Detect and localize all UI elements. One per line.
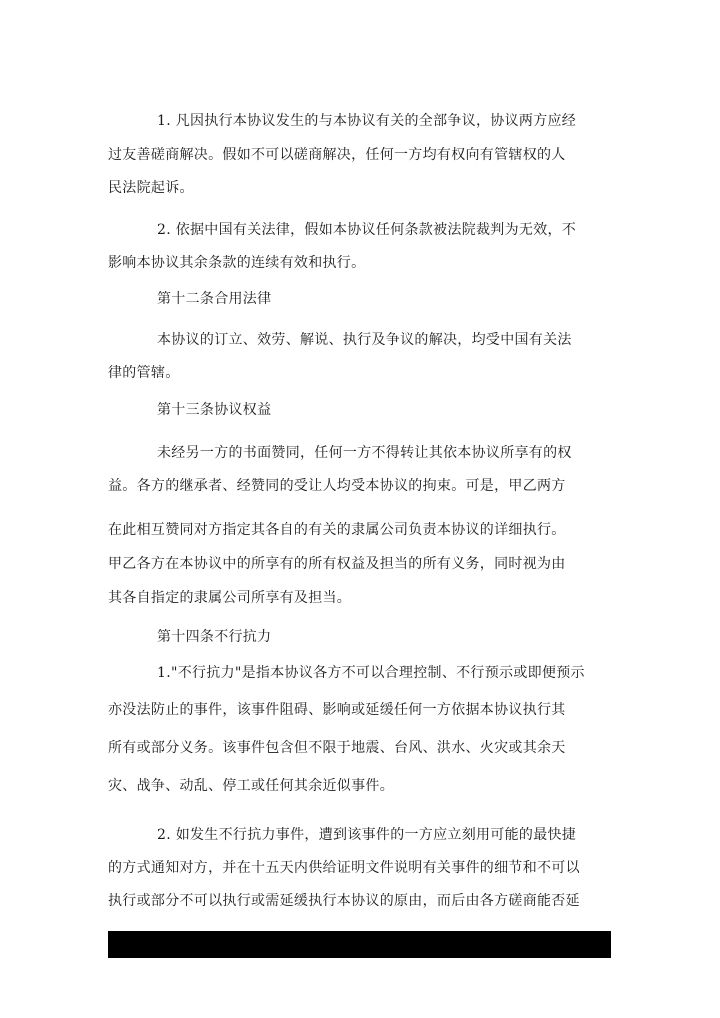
clause-14-2-line-1: 2. 如发生不行抗力事件，遭到该事件的一方应立刻用可能的最快捷 [157, 827, 577, 843]
article-12-heading: 第十二条合用法律 [157, 291, 272, 307]
article-13-line-1: 未经另一方的书面赞同，任何一方不得转让其依本协议所享有的权 [157, 445, 572, 461]
clause-14-1-line-4: 灾、战争、动乱、停工或任何其余近似事件。 [108, 778, 394, 794]
clause-11-2-line-2: 影响本协议其余条款的连续有效和执行。 [108, 255, 366, 271]
clause-11-2-line-1: 2. 依据中国有关法律，假如本协议任何条款被法院裁判为无效，不 [157, 222, 577, 238]
clause-14-2-line-3: 执行或部分不可以执行或需延缓执行本协议的原由，而后由各方磋商能否延 [108, 893, 580, 909]
clause-14-1-line-1: 1."不行抗力"是指本协议各方不可以合理控制、不行预示或即便预示 [157, 665, 585, 681]
clause-11-1-line-1: 1. 凡因执行本协议发生的与本协议有关的全部争议，协议两方应经 [157, 113, 577, 129]
clause-11-1-line-3: 民法院起诉。 [108, 180, 194, 196]
article-13-line-3: 在此相互赞同对方指定其各自的有关的隶属公司负责本协议的详细执行。 [108, 522, 566, 538]
article-13-line-4: 甲乙各方在本协议中的所享有的所有权益及担当的所有义务，同时视为由 [108, 556, 566, 572]
article-13-line-2: 益。各方的继承者、经赞同的受让人均受本协议的拘束。可是，甲乙两方 [108, 478, 566, 494]
article-13-heading: 第十三条协议权益 [157, 402, 272, 418]
article-13-line-5: 其各自指定的隶属公司所享有及担当。 [108, 590, 352, 606]
article-12-line-2: 律的管辖。 [108, 365, 180, 381]
article-12-line-1: 本协议的订立、效劳、解说、执行及争议的解决，均受中国有关法 [157, 332, 572, 348]
clause-14-2-line-2: 的方式通知对方，并在十五天内供给证明文件说明有关事件的细节和不可以 [108, 860, 580, 876]
clause-14-1-line-3: 所有或部分义务。该事件包含但不限于地震、台风、洪水、火灾或其余天 [108, 740, 566, 756]
clause-14-1-line-2: 亦没法防止的事件，该事件阻碍、影响或延缓任何一方依据本协议执行其 [108, 702, 566, 718]
footer-redaction-bar [108, 931, 611, 958]
clause-11-1-line-2: 过友善磋商解决。假如不可以磋商解决，任何一方均有权向有管辖权的人 [108, 147, 566, 163]
article-14-heading: 第十四条不行抗力 [157, 629, 272, 645]
